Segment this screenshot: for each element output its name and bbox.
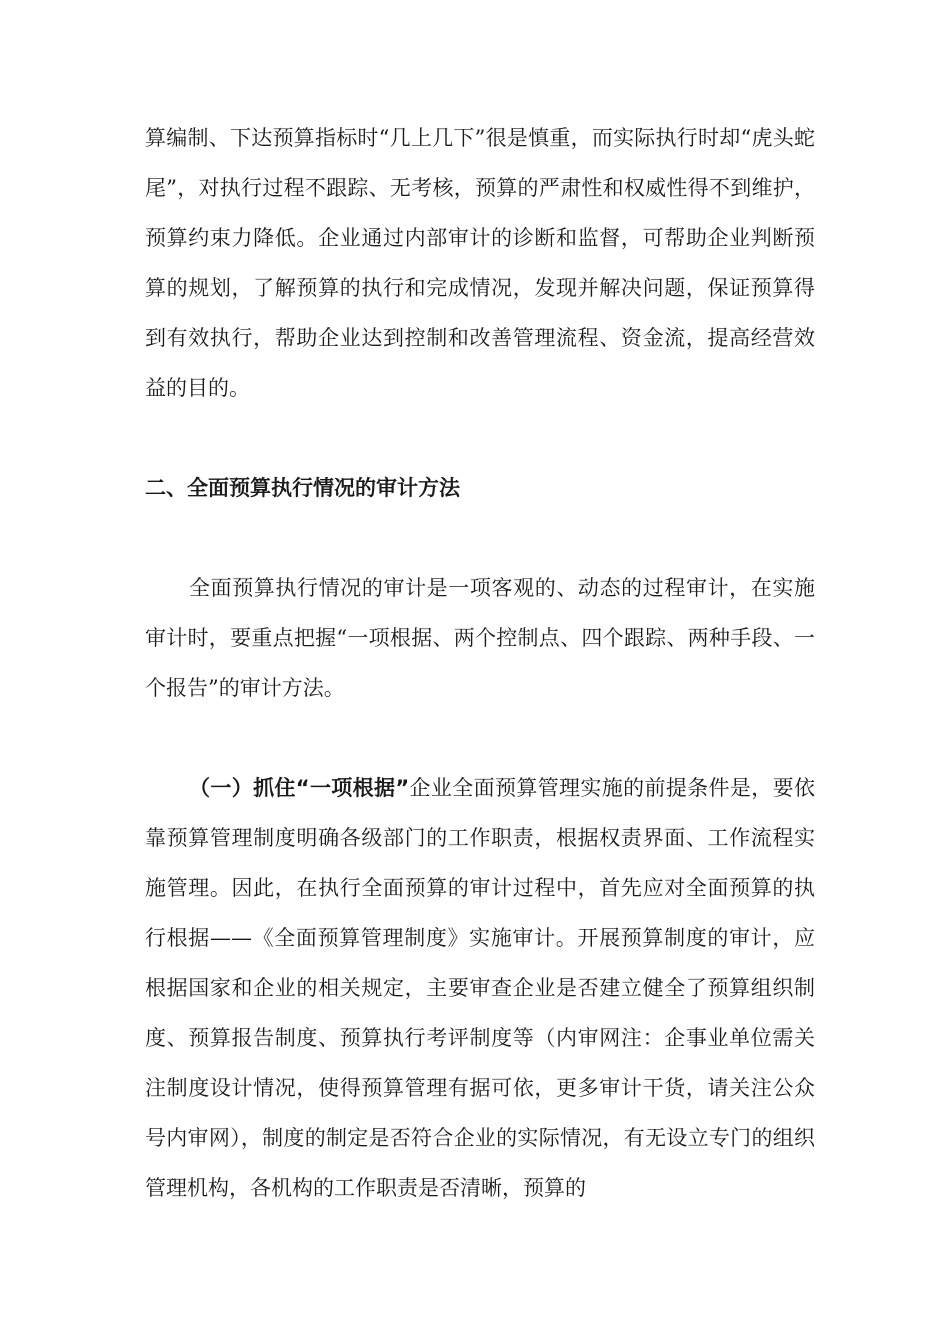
paragraph-gap bbox=[145, 513, 815, 563]
paragraph-one-basis-body: 企业全面预算管理实施的前提条件是，要依靠预算管理制度明确各级部门的工作职责，根据权责界面、工作流程实施管理。因此，在执行全面预算的审计过程中，首先应对全面预算的执行根据——《全面预算管理制度》实施审计。开展预算制度的审计，应根据国家和企业的相关规定，主要审查企业是否建立健全了预算组织制度、预算报告制度、预算执行考评制度等（内审网注：企事业单位需关注制度设计情况，使得预算管理有据可依，更多审计干货，请关注公众号内审网），制度的制定是否符合企业的实际情况，有无设立专门的组织管理机构，各机构的工作职责是否清晰，预算的 bbox=[145, 776, 815, 1200]
paragraph-budget-execution-problem: 算编制、下达预算指标时“几上几下”很是慎重，而实际执行时却“虎头蛇尾”，对执行过程不跟踪、无考核，预算的严肃性和权威性得不到维护，预算约束力降低。企业通过内部审计的诊断和监督，可帮助企业判断预算的规划，了解预算的执行和完成情况，发现并解决问题，保证预算得到有效执行，帮助企业达到控制和改善管理流程、资金流，提高经营效益的目的。 bbox=[145, 126, 815, 400]
section-heading-audit-method: 二、全面预算执行情况的审计方法 bbox=[145, 476, 460, 500]
paragraph-gap bbox=[145, 413, 815, 463]
document-body bbox=[145, 113, 815, 1213]
paragraph-one-basis bbox=[145, 763, 815, 1213]
paragraph-gap bbox=[145, 713, 815, 763]
paragraph-audit-method-intro: 全面预算执行情况的审计是一项客观的、动态的过程审计，在实施审计时，要重点把握“一项根据、两个控制点、四个跟踪、两种手段、一个报告”的审计方法。 bbox=[145, 576, 815, 700]
subsection-lead-one-basis: （一）抓住“一项根据” bbox=[189, 776, 410, 800]
